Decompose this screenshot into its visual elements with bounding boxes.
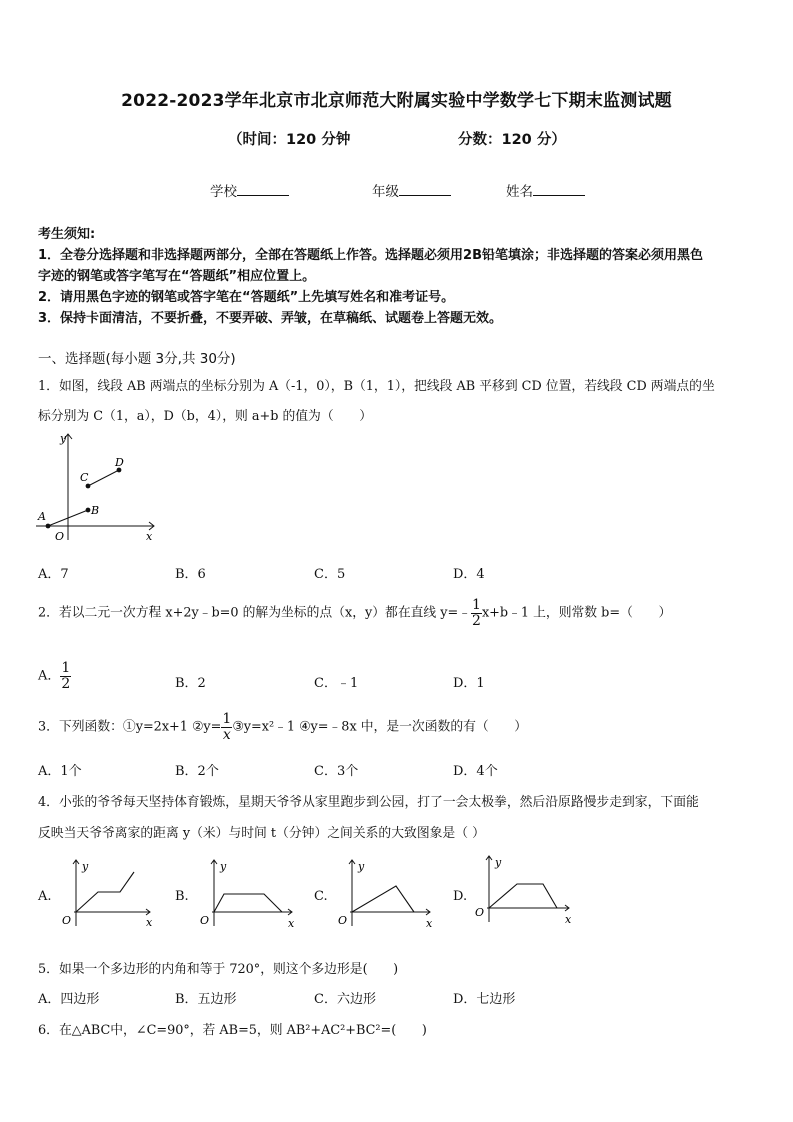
q4c-curve [352, 886, 414, 912]
q5-option-c[interactable]: C．六边形 [314, 992, 376, 1007]
q3-option-d[interactable]: D．4个 [453, 764, 498, 779]
q1-label-c: C [80, 471, 89, 484]
grade-blank [399, 181, 451, 196]
q6-text: 6．在△ABC中，∠C=90°，若 AB=5，则 AB²+AC²+BC²=( ) [38, 1023, 427, 1038]
q1-label-b: B [91, 504, 100, 517]
q4-graph-b [196, 856, 300, 932]
notice-line-2: 2．请用黑色字迹的钢笔或答字笔在“答题纸”上先填写姓名和准考证号。 [38, 290, 455, 305]
school-label: 学校 [210, 184, 237, 200]
time-label: （时间：120 分钟 [228, 132, 351, 148]
q4c-label-o: O [338, 914, 348, 927]
q2-option-d[interactable]: D．1 [453, 676, 485, 691]
q4-line-2: 反映当天爷爷离家的距离 y（米）与时间 t（分钟）之间关系的大致图象是（ ） [38, 826, 485, 841]
notice-line-3: 3．保持卡面清洁，不要折叠，不要弄破、弄皱，在草稿纸、试题卷上答题无效。 [38, 311, 503, 326]
notice-line-1b: 字迹的钢笔或答字笔写在“答题纸”相应位置上。 [38, 269, 316, 284]
q4-option-b-label[interactable]: B. [175, 889, 189, 904]
q1-label-x: x [146, 530, 153, 543]
q3-text [38, 712, 527, 742]
score-label: 分数：120 分） [458, 132, 566, 148]
q3-option-a[interactable]: A．1个 [38, 764, 82, 779]
q4b-curve [214, 894, 282, 912]
q2-frac-den: 2 [472, 612, 481, 629]
q3-text-pre: 3．下列函数：①y=2x+1 ②y= [38, 719, 222, 735]
q4d-label-x: x [565, 913, 572, 926]
q4a-curve [76, 872, 134, 912]
q4a-label-o: O [62, 914, 72, 927]
q2-text [38, 598, 671, 628]
q1-label-d: D [115, 456, 124, 469]
q1-option-b[interactable]: B．6 [175, 567, 206, 582]
q3-fraction [221, 712, 232, 742]
q3-frac-num: 1 [222, 711, 232, 727]
q4-graph-a [58, 856, 158, 932]
q2-option-a-prefix: A． [38, 668, 61, 684]
q4-option-c-label[interactable]: C. [314, 889, 328, 904]
q3-text-post: ③y=x²﹣1 ④y=﹣8x 中，是一次函数的有（ ） [232, 719, 528, 735]
grade-label: 年级 [372, 184, 399, 200]
q2-option-a[interactable] [38, 661, 71, 691]
q4b-label-x: x [288, 917, 295, 930]
q4d-curve [489, 884, 557, 908]
q4-option-a-label[interactable]: A. [38, 889, 52, 904]
name-field [506, 180, 585, 200]
q1-label-a: A [38, 510, 46, 523]
q4d-label-y: y [495, 856, 502, 869]
school-field [210, 180, 289, 200]
name-blank [533, 181, 585, 196]
page-title: 2022-2023学年北京市北京师范大附属实验中学数学七下期末监测试题 [121, 91, 672, 111]
q2-text-pre: 2．若以二元一次方程 x+2y﹣b=0 的解为坐标的点（x，y）都在直线 y=﹣ [38, 605, 472, 621]
q4b-label-y: y [220, 860, 227, 873]
q1-option-d[interactable]: D．4 [453, 567, 485, 582]
point-b [86, 508, 91, 513]
q5-option-b[interactable]: B．五边形 [175, 992, 237, 1007]
name-label: 姓名 [506, 184, 533, 200]
q2-fraction [471, 598, 482, 628]
grade-field [372, 180, 451, 200]
q4-graph-c [334, 856, 438, 932]
q4c-label-x: x [426, 917, 433, 930]
q4-option-d-label[interactable]: D. [453, 889, 468, 904]
segment-cd [88, 470, 119, 486]
q1-line-2: 标分别为 C（1，a），D（b，4），则 a+b 的值为（ ） [38, 409, 373, 424]
point-c [86, 484, 91, 489]
q5-option-a[interactable]: A．四边形 [38, 992, 100, 1007]
q2-text-post: x+b﹣1 上，则常数 b=（ ） [481, 605, 672, 621]
q2-option-a-fraction [60, 661, 71, 691]
q3-option-c[interactable]: C．3个 [314, 764, 359, 779]
q1-line-1: 1．如图，线段 AB 两端点的坐标分别为 A（-1，0），B（1，1），把线段 AB 平移到 CD 位置，若线段 CD 两端点的坐 [38, 379, 715, 394]
notice-line-1a: 1．全卷分选择题和非选择题两部分，全部在答题纸上作答。选择题必须用2B铅笔填涂；非选择题的答案必须用黑色 [38, 248, 704, 263]
q4a-label-y: y [82, 860, 89, 873]
q5-option-d[interactable]: D．七边形 [453, 992, 516, 1007]
q4b-label-o: O [200, 914, 210, 927]
point-a [46, 524, 51, 529]
q4d-label-o: O [475, 906, 485, 919]
q1-label-y: y [60, 432, 67, 445]
q2-opt-a-num: 1 [61, 660, 71, 676]
q5-text: 5．如果一个多边形的内角和等于 720°，则这个多边形是( ) [38, 962, 399, 977]
q3-option-b[interactable]: B．2个 [175, 764, 219, 779]
q4a-label-x: x [146, 916, 153, 929]
section-heading: 一、选择题(每小题 3分,共 30分) [38, 351, 236, 367]
q4-graph-d [471, 852, 577, 928]
school-blank [237, 181, 289, 196]
notice-heading: 考生须知: [38, 227, 96, 242]
q1-option-a[interactable]: A．7 [38, 567, 69, 582]
q4-line-1: 4．小张的爷爷每天坚持体育锻炼，星期天爷爷从家里跑步到公园，打了一会太极拳，然后沿原路慢步走到家，下面能 [38, 795, 699, 810]
q1-figure [32, 428, 162, 546]
q2-opt-a-den: 2 [61, 675, 71, 692]
q4c-label-y: y [358, 860, 365, 873]
q1-label-o: O [55, 530, 65, 543]
q2-frac-num: 1 [472, 597, 481, 613]
q1-option-c[interactable]: C．5 [314, 567, 346, 582]
q3-frac-den: x [222, 726, 231, 743]
q2-option-b[interactable]: B．2 [175, 676, 206, 691]
q2-option-c[interactable]: C．﹣1 [314, 676, 359, 691]
